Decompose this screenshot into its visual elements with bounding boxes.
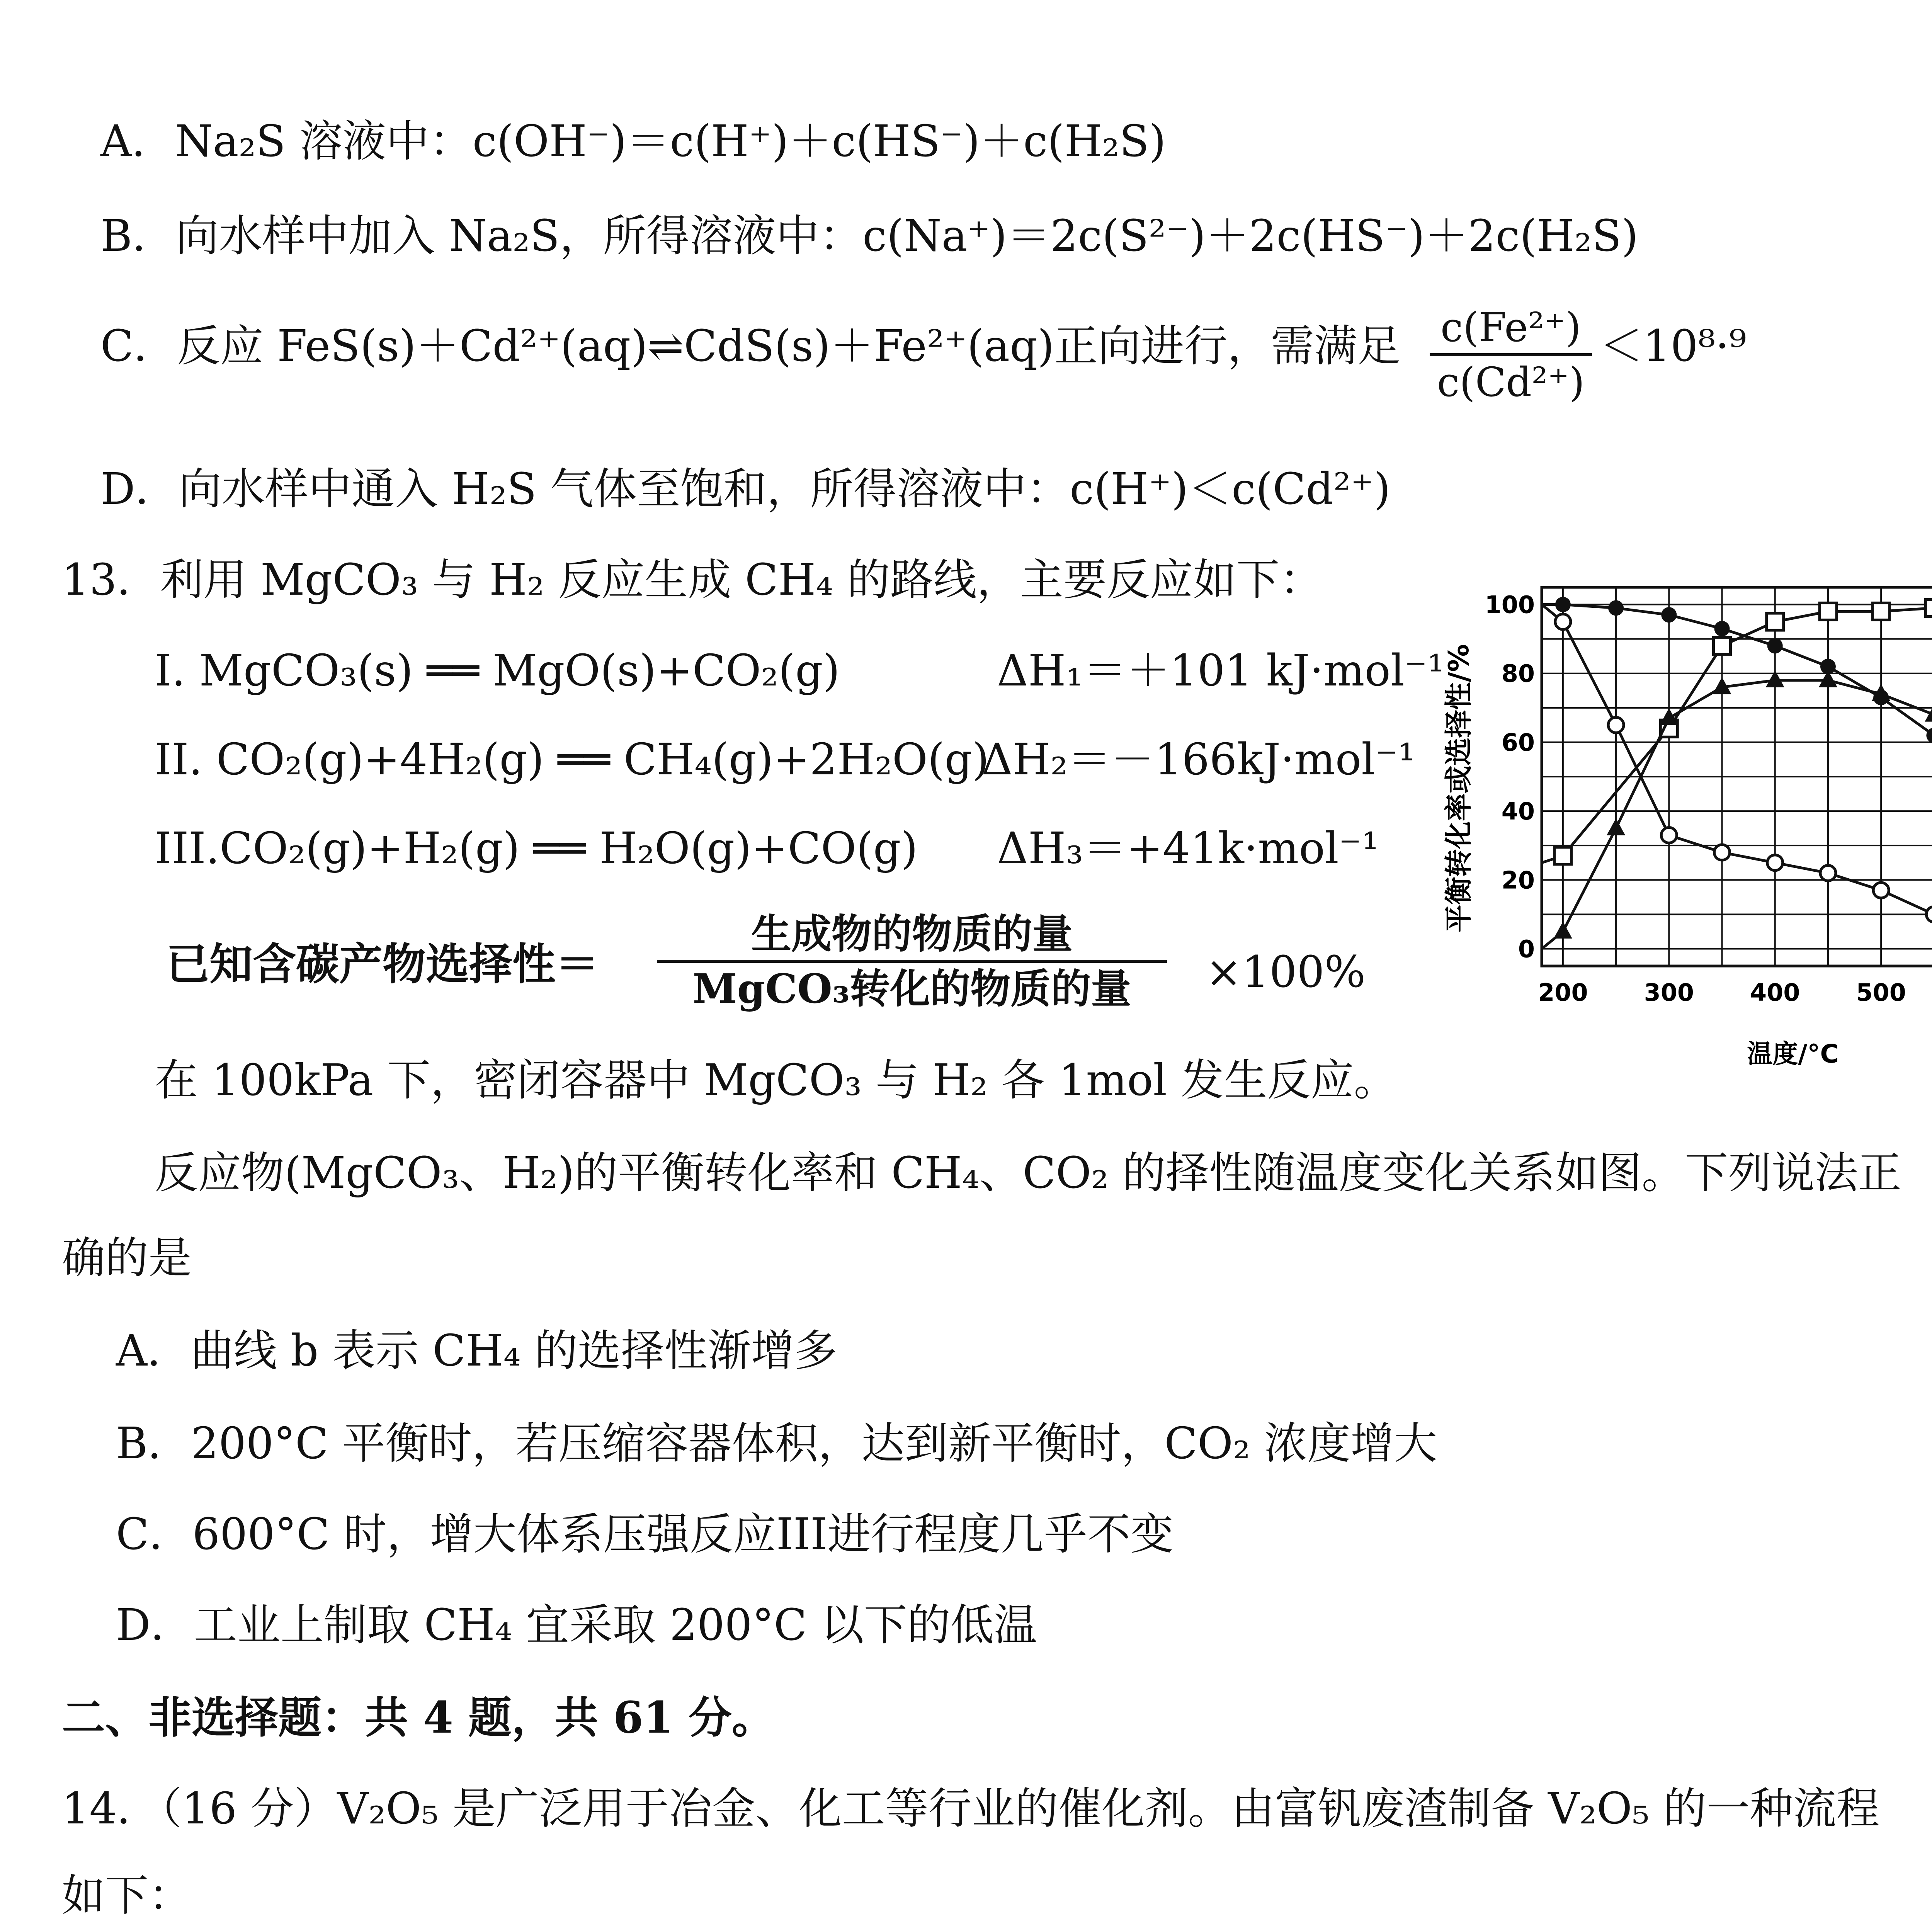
fraction-numerator: c(Fe²⁺) [1440, 304, 1581, 351]
chart-point [1555, 597, 1571, 612]
q13-reaction-3: III.CO₂(g)+H₂(g) ══ H₂O(g)+CO(g) [155, 823, 918, 874]
conversion-selectivity-chart [1441, 572, 1932, 1082]
q13-condition: 在 100kPa 下，密闭容器中 MgCO₃ 与 H₂ 各 1mol 发生反应。 [155, 1055, 1397, 1105]
q14-stem: 14．（16 分）V₂O₅ 是广泛用于冶金、化工等行业的催化剂。由富钒废渣制备 V₂O₅ 的一种流程 [62, 1784, 1880, 1834]
q12-option-c-fraction [1430, 305, 1592, 405]
q14-stem-cont: 如下： [62, 1871, 192, 1921]
chart-point [1820, 865, 1836, 881]
q12-option-c: C．反应 FeS(s)＋Cd²⁺(aq)⇌CdS(s)＋Fe²⁺(aq)正向进行，需满足 [100, 321, 1401, 371]
chart-point [1767, 613, 1784, 630]
fraction-denominator: c(Cd²⁺) [1437, 359, 1585, 406]
q12-option-b: B．向水样中加入 Na₂S，所得溶液中：c(Na⁺)＝2c(S²⁻)＋2c(HS⁻)＋2c(H₂S) [100, 211, 1638, 261]
chart-point [1873, 690, 1889, 705]
chart-point [1714, 845, 1730, 860]
chart-y-tick-label: 20 [1501, 866, 1535, 895]
chart-point [1554, 922, 1572, 939]
q13-reaction-2-dh: ΔH₂＝－166kJ·mol⁻¹ [981, 735, 1416, 785]
chart-series-line [1542, 605, 1932, 959]
q12-option-a: A．Na₂S 溶液中：c(OH⁻)＝c(H⁺)＋c(HS⁻)＋c(H₂S) [100, 116, 1166, 167]
chart-y-tick-label: 80 [1501, 659, 1535, 688]
chart-point [1926, 906, 1932, 922]
chart-point [1714, 637, 1731, 654]
q13-selectivity-fraction [657, 912, 1167, 1011]
chart-point [1767, 855, 1783, 871]
q13-option-c: C．600°C 时，增大体系压强反应III进行程度几乎不变 [116, 1509, 1174, 1560]
chart-y-tick-label: 100 [1485, 590, 1535, 619]
q13-option-d: D．工业上制取 CH₄ 宜采取 200°C 以下的低温 [116, 1600, 1037, 1650]
q13-stem: 13．利用 MgCO₃ 与 H₂ 反应生成 CH₄ 的路线，主要反应如下： [62, 555, 1323, 605]
chart-point [1820, 659, 1836, 674]
chart-series-line [1542, 608, 1932, 862]
chart-point [1767, 638, 1783, 653]
chart-point [1872, 603, 1889, 620]
q13-option-a: A．曲线 b 表示 CH₄ 的选择性渐增多 [116, 1326, 838, 1376]
chart-point [1555, 614, 1571, 629]
chart-series-line [1542, 680, 1932, 949]
q13-selectivity-label: 已知含碳产物选择性＝ [166, 939, 599, 990]
chart-point [1873, 883, 1889, 898]
q13-selectivity-tail: ×100% [1206, 947, 1366, 997]
chart-y-tick-label: 0 [1518, 935, 1535, 963]
chart-point [1820, 603, 1837, 620]
q13-reaction-2: II. CO₂(g)+4H₂(g) ══ CH₄(g)+2H₂O(g) [155, 735, 989, 785]
fraction-denominator: MgCO₃转化的物质的量 [692, 965, 1131, 1013]
chart-x-tick-label: 300 [1644, 978, 1694, 1007]
fraction-bar [657, 960, 1167, 963]
chart-y-tick-label: 40 [1501, 797, 1535, 826]
chart-x-tick-label: 400 [1750, 978, 1800, 1007]
chart-point [1925, 599, 1932, 616]
chart-x-tick-label: 500 [1856, 978, 1906, 1007]
q13-reaction-3-dh: ΔH₃＝+41k·mol⁻¹ [997, 823, 1379, 874]
q13-reaction-1-dh: ΔH₁＝＋101 kJ·mol⁻¹ [997, 646, 1445, 696]
chart-point [1554, 847, 1571, 864]
q13-reaction-1: I. MgCO₃(s) ══ MgO(s)+CO₂(g) [155, 646, 840, 696]
chart-point [1714, 621, 1730, 636]
chart-point [1608, 600, 1624, 616]
q12-option-d: D．向水样中通入 H₂S 气体至饱和，所得溶液中：c(H⁺)＜c(Cd²⁺) [100, 464, 1391, 514]
chart-x-tick-label: 200 [1538, 978, 1588, 1007]
chart-y-tick-label: 60 [1501, 728, 1535, 757]
chart-x-axis-label: 温度/°C [1747, 1039, 1839, 1069]
q12-option-c-tail: ＜10⁸·⁹ [1600, 321, 1747, 371]
chart-point [1661, 607, 1677, 622]
section-2-heading: 二、非选择题：共 4 题，共 61 分。 [62, 1692, 775, 1743]
chart-point [1608, 717, 1624, 733]
fraction-bar [1430, 353, 1592, 356]
q13-description-cont: 确的是 [62, 1233, 192, 1283]
chart-y-axis-label: 平衡转化率或选择性/% [1442, 644, 1475, 933]
chart-point [1607, 818, 1625, 835]
q13-description: 反应物(MgCO₃、H₂)的平衡转化率和 CH₄、CO₂ 的择性随温度变化关系如图。下列说法正 [155, 1148, 1901, 1198]
q13-option-b: B．200°C 平衡时，若压缩容器体积，达到新平衡时，CO₂ 浓度增大 [116, 1418, 1437, 1469]
fraction-numerator: 生成物的物质的量 [751, 910, 1073, 957]
chart-point [1661, 827, 1677, 843]
